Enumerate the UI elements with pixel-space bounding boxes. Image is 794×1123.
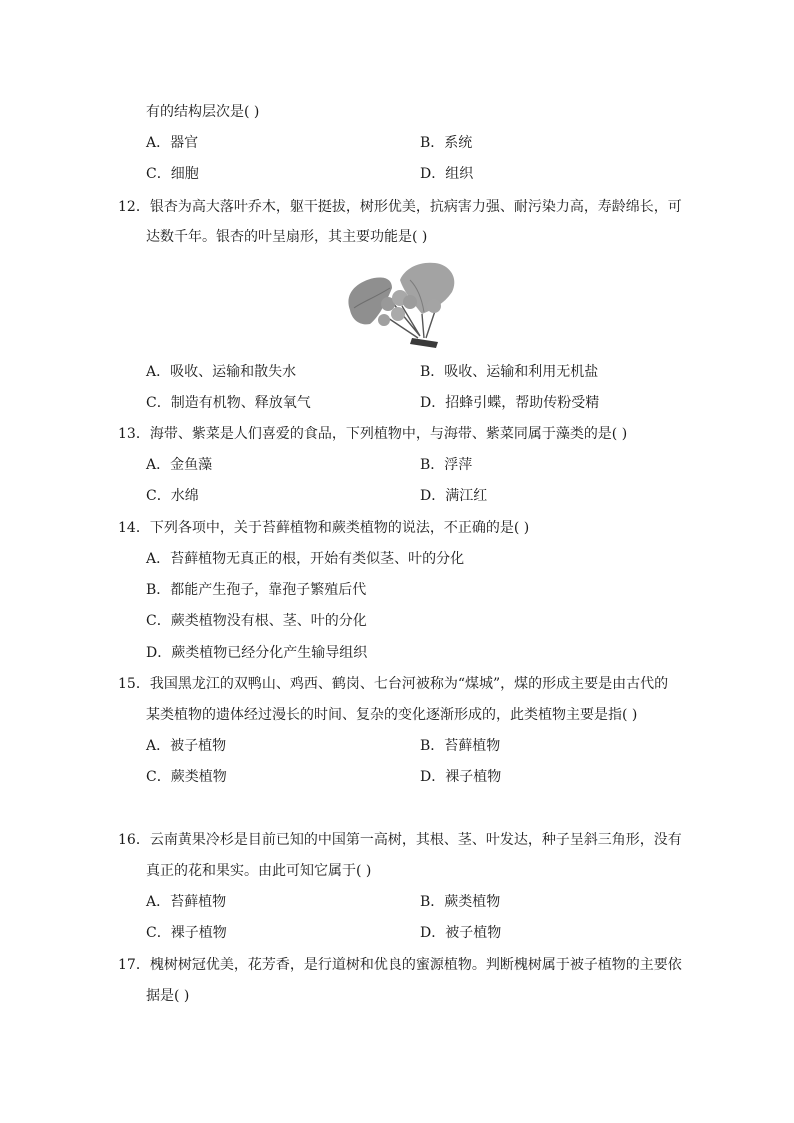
q16-option-c[interactable]: C．裸子植物 [146, 925, 227, 941]
q14-option-d[interactable]: D．蕨类植物已经分化产生输导组织 [146, 645, 368, 661]
q15-option-a[interactable]: A．被子植物 [146, 738, 227, 754]
q13-stem-line1: 13．海带、紫菜是人们喜爱的食品，下列植物中，与海带、紫菜同属于藻类的是( ) [118, 426, 628, 442]
q16-stem-line1: 16．云南黄果冷杉是目前已知的中国第一高树，其根、茎、叶发达，种子呈斜三角形，没有 [118, 832, 682, 848]
q17-stem-line2: 据是( ) [146, 988, 190, 1004]
q16-option-b[interactable]: B．蕨类植物 [420, 894, 501, 910]
q11-stem: 有的结构层次是( ) [146, 104, 260, 120]
q15-stem-line2: 某类植物的遗体经过漫长的时间、复杂的变化逐渐形成的，此类植物主要是指( ) [146, 707, 638, 723]
ginkgo-leaf-illustration [340, 258, 460, 352]
q12-option-c[interactable]: C．制造有机物、释放氧气 [146, 395, 311, 411]
q12-option-b[interactable]: B．吸收、运输和利用无机盐 [420, 364, 599, 380]
q15-stem-line1: 15．我国黑龙江的双鸭山、鸡西、鹤岗、七台河被称为“煤城”，煤的形成主要是由古代的 [118, 676, 669, 692]
q16-option-a[interactable]: A．苔藓植物 [146, 894, 227, 910]
q15-option-d[interactable]: D．裸子植物 [420, 769, 502, 785]
q13-option-b[interactable]: B．浮萍 [420, 457, 473, 473]
q15-option-b[interactable]: B．苔藓植物 [420, 738, 501, 754]
q14-option-c[interactable]: C．蕨类植物没有根、茎、叶的分化 [146, 613, 367, 629]
q15-option-c[interactable]: C．蕨类植物 [146, 769, 227, 785]
q11-option-a[interactable]: A．器官 [146, 135, 199, 151]
q14-option-a[interactable]: A．苔藓植物无真正的根，开始有类似茎、叶的分化 [146, 551, 465, 567]
q11-option-d[interactable]: D．组织 [420, 166, 474, 182]
q12-stem-line1: 12．银杏为高大落叶乔木，躯干挺拔，树形优美，抗病害力强、耐污染力高，寿龄绵长，可 [118, 199, 682, 215]
q13-option-a[interactable]: A．金鱼藻 [146, 457, 213, 473]
q16-stem-line2: 真正的花和果实。由此可知它属于( ) [146, 863, 372, 879]
q12-option-d[interactable]: D．招蜂引蝶，帮助传粉受精 [420, 395, 600, 411]
q12-option-a[interactable]: A．吸收、运输和散失水 [146, 364, 297, 380]
q13-option-d[interactable]: D．满江红 [420, 488, 488, 504]
q14-stem-line1: 14．下列各项中，关于苔藓植物和蕨类植物的说法，不正确的是( ) [118, 520, 530, 536]
q11-option-c[interactable]: C．细胞 [146, 166, 199, 182]
q13-option-c[interactable]: C．水绵 [146, 488, 199, 504]
q17-stem-line1: 17．槐树树冠优美，花芳香，是行道树和优良的蜜源植物。判断槐树属于被子植物的主要依 [118, 957, 682, 973]
q11-option-b[interactable]: B．系统 [420, 135, 473, 151]
q16-option-d[interactable]: D．被子植物 [420, 925, 502, 941]
q12-stem-line2: 达数千年。银杏的叶呈扇形，其主要功能是( ) [146, 229, 428, 245]
q14-option-b[interactable]: B．都能产生孢子，靠孢子繁殖后代 [146, 582, 367, 598]
